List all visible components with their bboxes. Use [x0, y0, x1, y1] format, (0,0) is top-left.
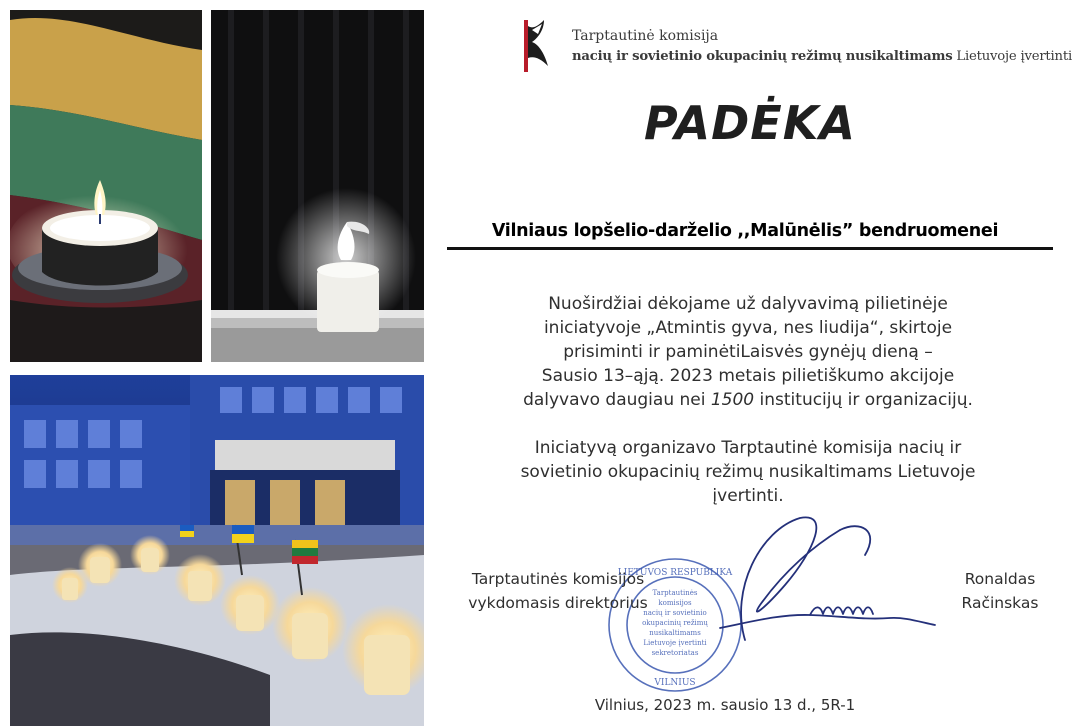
- commission-logo-icon: [518, 16, 554, 76]
- seal-inner-text: Tarptautinės: [652, 589, 698, 597]
- participants-before: dalyvavo daugiau nei: [523, 390, 711, 410]
- thanks-paragraph: [448, 292, 1048, 412]
- organization-name-rest: Lietuvoje įvertinti: [952, 49, 1072, 64]
- organization-name-line2: [572, 49, 1072, 64]
- signatory-first-name: Ronaldas: [964, 570, 1036, 588]
- signatory-role: [448, 567, 668, 615]
- signatory-last-name: Račinskas: [961, 594, 1039, 612]
- thanks-line: iniciatyvoje „Atmintis gyva, nes liudija“, skirtoje: [543, 318, 953, 338]
- signatory-role-line2: vykdomasis direktorius: [468, 594, 648, 612]
- recipient-underline: [447, 247, 1053, 250]
- signatory-role-line1: Tarptautinės komisijos: [471, 570, 645, 588]
- handwritten-signature: [690, 510, 940, 660]
- organizer-paragraph: [448, 436, 1048, 508]
- organization-name-bold: nacių ir sovietinio okupacinių režimų nusikaltimams: [572, 49, 953, 64]
- seal-inner-text: komisijos: [658, 599, 692, 607]
- document-title: PADĖKA: [644, 96, 856, 150]
- seal-inner-text: sekretoriatas: [651, 649, 699, 657]
- seal-outer-bottom-text: VILNIUS: [654, 678, 696, 688]
- participants-after: institucijų ir organizacijų.: [754, 390, 973, 410]
- seal-inner-text: nacių ir sovietinio: [643, 609, 707, 617]
- seal-inner-text: Lietuvoje įvertinti: [643, 639, 707, 647]
- recipient-name: Vilniaus lopšelio-darželio ,,Malūnėlis” bendruomenei: [491, 221, 999, 241]
- thanks-line: [448, 388, 1048, 412]
- organization-name-line1: Tarptautinė komisija: [572, 28, 719, 44]
- participants-count: 1500: [710, 390, 755, 410]
- place-date-reference: Vilnius, 2023 m. sausio 13 d., 5R-1: [594, 696, 856, 714]
- seal-inner-text: nusikaltimams: [649, 629, 701, 637]
- organizer-line: sovietinio okupacinių režimų nusikaltimams Lietuvoje: [520, 462, 976, 482]
- photo-school-candles: [10, 375, 424, 726]
- thanks-line: Nuoširdžiai dėkojame už dalyvavimą pilietinėje: [548, 294, 948, 314]
- organizer-line: įvertinti.: [712, 486, 784, 506]
- thanks-line: prisiminti ir paminėtiLaisvės gynėjų dieną –: [563, 342, 933, 362]
- thanks-line: Sausio 13–ąją. 2023 metais pilietiškumo akcijoje: [541, 366, 955, 386]
- seal-inner-text: okupacinių režimų: [642, 619, 708, 627]
- photo-candle-window: [211, 10, 424, 362]
- seal-outer-top-text: LIETUVOS RESPUBLIKA: [617, 568, 733, 578]
- signatory-name: [940, 567, 1060, 615]
- organizer-line: Iniciatyvą organizavo Tarptautinė komisija nacių ir: [534, 438, 962, 458]
- photo-candle-flag: [10, 10, 202, 362]
- organization-header: [518, 16, 1072, 76]
